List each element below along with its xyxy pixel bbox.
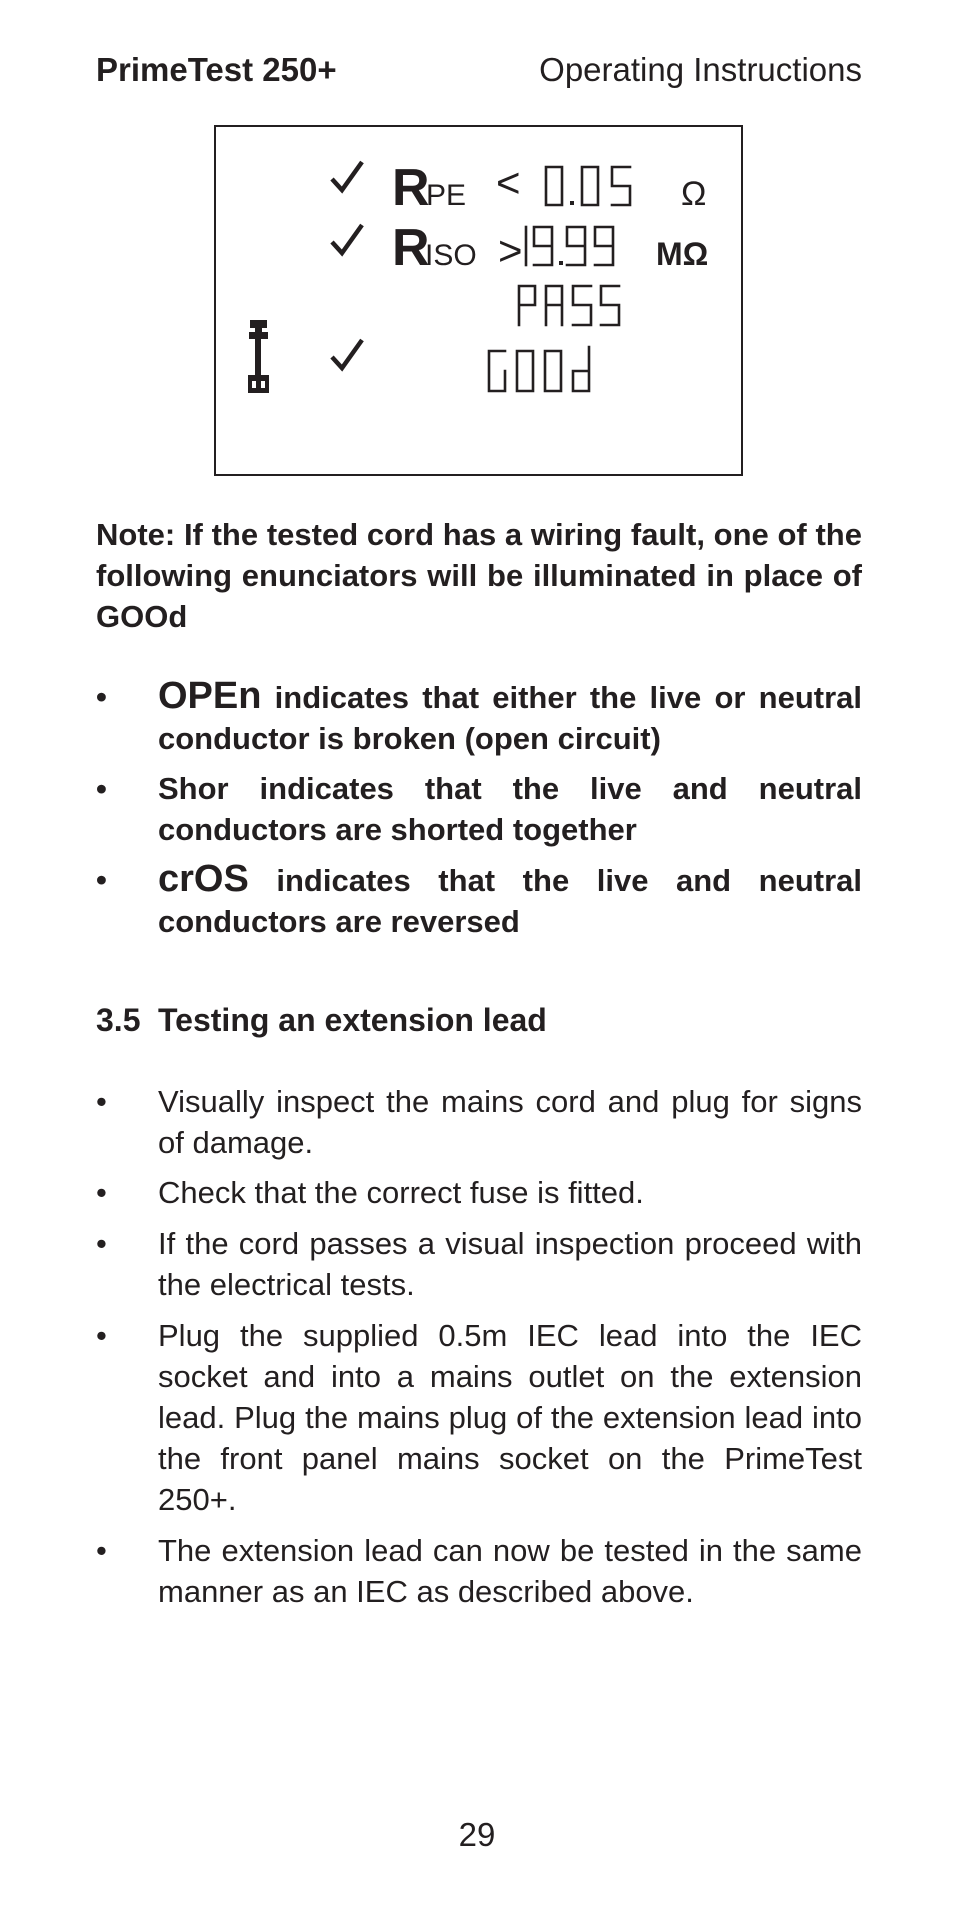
enunciator-description: indicates that either the live or neutral conductor is broken (open circuit) — [158, 680, 862, 756]
good-segments — [489, 347, 589, 391]
riso-value-segments — [526, 227, 613, 265]
header-document-title: Operating Instructions — [539, 51, 862, 88]
list-item — [96, 676, 862, 759]
rpe-comparator: < — [496, 159, 521, 206]
check-icon — [332, 225, 362, 253]
instruction-steps-list — [96, 1081, 862, 1612]
enunciator-code: crOS — [158, 858, 249, 900]
rpe-unit: Ω — [681, 175, 707, 213]
rpe-value-segments — [546, 167, 630, 205]
enunciator-code: OPEn — [158, 675, 262, 717]
list-item: • Check that the correct fuse is fitted. — [96, 1172, 862, 1213]
section-heading — [96, 999, 547, 1041]
check-icon — [332, 162, 362, 190]
list-item: • The extension lead can now be tested in the same manner as an IEC as described above. — [96, 1530, 862, 1612]
check-icon — [332, 340, 362, 368]
pass-segments — [519, 286, 619, 325]
riso-comparator: > — [498, 227, 523, 274]
header-product-name: PrimeTest 250+ — [96, 51, 337, 88]
list-item: • Visually inspect the mains cord and plug for signs of damage. — [96, 1081, 862, 1163]
list-item: • Plug the supplied 0.5m IEC lead into the IEC socket and into a mains outlet on the extension lead. Plug the mains plug of the extension lead into the front panel mains socket on the PrimeTest 250+. — [96, 1315, 862, 1520]
lcd-display-illustration — [214, 125, 743, 476]
riso-label-sub: ISO — [425, 239, 477, 272]
list-item — [96, 859, 862, 942]
page-number: 29 — [458, 1816, 496, 1853]
section-title: Testing an extension lead — [158, 1002, 547, 1038]
riso-unit: MΩ — [656, 236, 709, 272]
plug-icon — [248, 320, 269, 393]
fault-enunciator-list — [96, 676, 862, 942]
riso-label: R — [392, 219, 430, 277]
rpe-label-sub: PE — [426, 179, 467, 212]
rpe-label: R — [392, 159, 430, 217]
list-item — [96, 768, 862, 850]
section-number: 3.5 — [96, 1002, 141, 1038]
enunciator-code: Shor — [158, 771, 229, 806]
fault-note: Note: If the tested cord has a wiring fault, one of the following enunciators will be illuminated in place of GOOd — [96, 517, 862, 634]
list-item: • If the cord passes a visual inspection proceed with the electrical tests. — [96, 1223, 862, 1305]
enunciator-description: indicates that the live and neutral conductors are reversed — [158, 863, 862, 939]
enunciator-description: indicates that the live and neutral conductors are shorted together — [158, 771, 862, 847]
